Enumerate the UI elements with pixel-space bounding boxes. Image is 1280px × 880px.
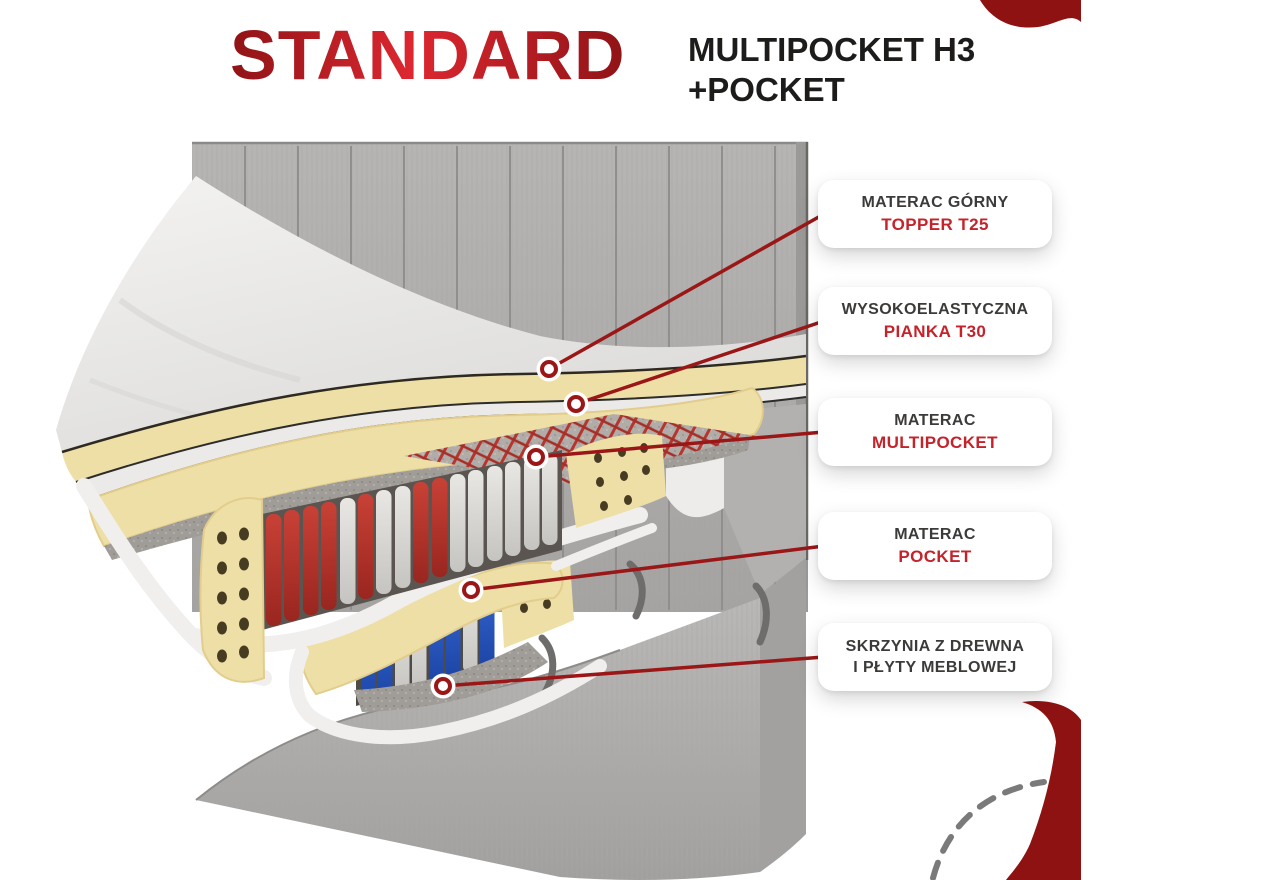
callout-card-topper-title: MATERAC GÓRNY bbox=[861, 193, 1009, 211]
callout-card-pianka-title: WYSOKOELASTYCZNA bbox=[841, 300, 1029, 318]
page-subtitle bbox=[688, 30, 975, 110]
callout-card-pianka-value: PIANKA T30 bbox=[883, 321, 987, 341]
callout-card-pocket-value: POCKET bbox=[898, 546, 972, 566]
corner-blob-top bbox=[980, 0, 1081, 28]
layer-marker-pocket bbox=[459, 578, 484, 603]
page-title: STANDARD bbox=[230, 16, 626, 94]
callout-card-multipocket-value: MULTIPOCKET bbox=[872, 432, 998, 452]
layer-marker-pianka bbox=[564, 392, 589, 417]
callout-card-box bbox=[818, 623, 1052, 691]
foam-rail-left bbox=[200, 498, 264, 682]
callout-card-pianka bbox=[818, 287, 1052, 355]
layer-marker-box bbox=[431, 674, 456, 699]
callout-card-multipocket bbox=[818, 398, 1052, 466]
layer-marker-multipocket bbox=[524, 445, 549, 470]
subtitle-line-2: +POCKET bbox=[688, 71, 845, 108]
callout-card-multipocket-title: MATERAC bbox=[894, 411, 976, 429]
callout-card-box-title: SKRZYNIA Z DREWNA bbox=[845, 637, 1025, 655]
subtitle-line-1: MULTIPOCKET H3 bbox=[688, 31, 976, 68]
callout-card-topper-value: TOPPER T25 bbox=[881, 214, 989, 234]
callout-card-pocket-title: MATERAC bbox=[894, 525, 976, 543]
callout-card-topper bbox=[818, 180, 1052, 248]
callout-card-box-subtitle: I PŁYTY MEBLOWEJ bbox=[853, 658, 1017, 676]
layer-marker-topper bbox=[537, 357, 562, 382]
callout-card-pocket bbox=[818, 512, 1052, 580]
